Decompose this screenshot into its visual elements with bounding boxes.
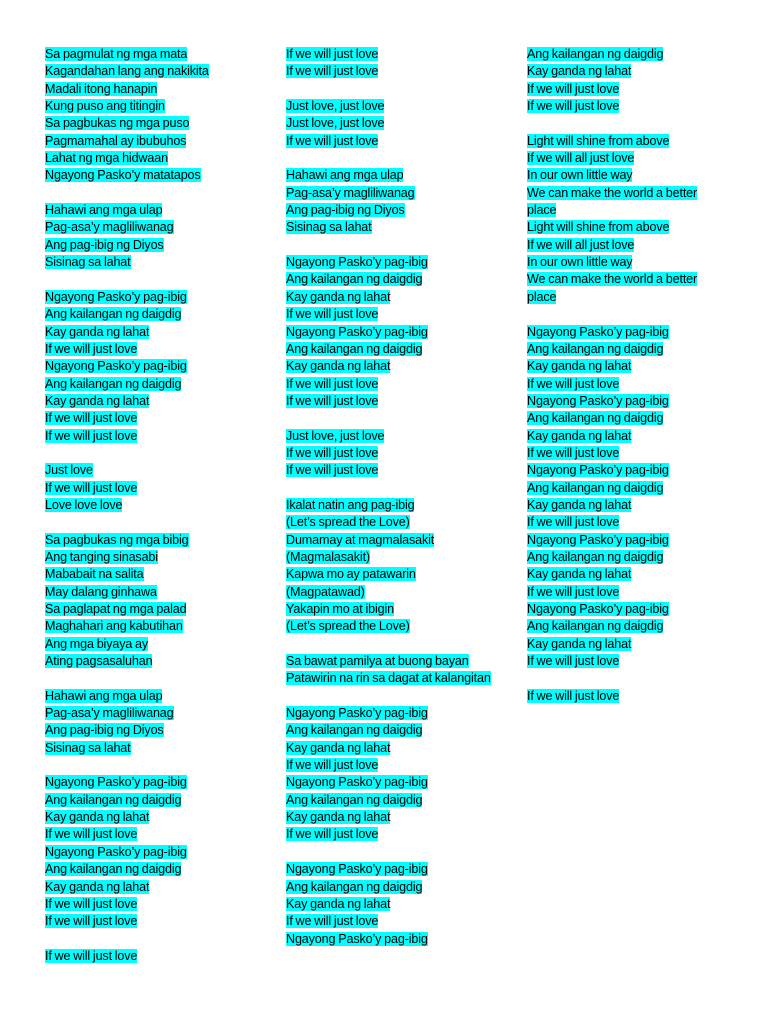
lyric-line: [286, 428, 506, 445]
lyric-text: If we will just love: [527, 99, 620, 114]
lyric-line: [286, 254, 506, 271]
lyric-line: [45, 462, 265, 479]
lyric-text: Ngayong Pasko’y pag-ibig: [45, 775, 187, 790]
lyric-line: [45, 376, 265, 393]
lyric-text: If we will just love: [45, 896, 138, 911]
lyric-line: [286, 757, 506, 774]
lyric-line: [527, 532, 715, 549]
lyric-text: Kay ganda ng lahat: [286, 896, 391, 911]
stanza: [527, 133, 715, 306]
lyric-text: If we will all just love: [527, 237, 635, 252]
lyric-line: [286, 445, 506, 462]
lyric-text: If we will just love: [45, 411, 138, 426]
lyric-text: Patawirin na rin sa dagat at kalangitan: [286, 671, 491, 686]
lyric-line: [286, 931, 506, 948]
lyric-text: Kay ganda ng lahat: [527, 497, 632, 512]
stanza: [286, 653, 506, 688]
lyric-text: If we will just love: [286, 393, 379, 408]
lyric-text: Ngayong Pasko’y pag-ibig: [45, 359, 187, 374]
lyric-line: [45, 844, 265, 861]
lyric-line: [286, 514, 506, 531]
lyric-line: [45, 115, 265, 132]
lyric-text: Just love, just love: [286, 116, 385, 131]
lyric-text: Ang kailangan ng daigdig: [527, 619, 664, 634]
lyric-line: [45, 722, 265, 739]
lyric-line: [45, 584, 265, 601]
lyric-line: [45, 480, 265, 497]
lyric-line: [45, 237, 265, 254]
lyric-text: If we will just love: [527, 654, 620, 669]
lyric-line: [286, 341, 506, 358]
lyric-text: If we will just love: [286, 64, 379, 79]
lyric-line: [45, 549, 265, 566]
lyric-line: [286, 306, 506, 323]
stanza: [45, 532, 265, 671]
lyric-line: [286, 376, 506, 393]
lyric-line: [45, 167, 265, 184]
lyric-text: If we will just love: [45, 428, 138, 443]
lyric-line: [527, 497, 715, 514]
lyric-text: Ang kailangan ng daigdig: [527, 47, 664, 61]
lyric-text: Ngayong Pasko’y pag-ibig: [286, 931, 428, 946]
lyric-line: [286, 861, 506, 878]
lyric-line: [286, 63, 506, 80]
lyric-text: Just love, just love: [286, 99, 385, 114]
lyric-text: Ngayong Pasko’y pag-ibig: [45, 844, 187, 859]
lyric-line: [527, 393, 715, 410]
lyric-line: [286, 653, 506, 670]
lyric-line: [286, 566, 506, 583]
lyric-text: Ngayong Pasko’y pag-ibig: [45, 289, 187, 304]
lyric-text: Ang kailangan ng daigdig: [286, 272, 423, 287]
lyric-line: [286, 115, 506, 132]
lyric-line: [286, 532, 506, 549]
lyric-text: Ang kailangan ng daigdig: [45, 792, 182, 807]
lyric-text: Ang kailangan ng daigdig: [286, 341, 423, 356]
lyric-line: [527, 133, 715, 150]
lyric-line: [45, 410, 265, 427]
lyric-text: Ngayong Pasko’y pag-ibig: [527, 463, 669, 478]
lyric-line: [45, 98, 265, 115]
lyric-line: [45, 879, 265, 896]
lyric-line: [45, 219, 265, 236]
lyric-line: [527, 410, 715, 427]
stanza: [286, 254, 506, 410]
lyric-text: If we will just love: [45, 948, 138, 963]
lyric-line: [286, 497, 506, 514]
lyric-line: [45, 341, 265, 358]
stanza: [286, 861, 506, 948]
lyric-text: Lahat ng mga hidwaan: [45, 151, 168, 166]
lyric-line: [527, 150, 715, 167]
lyric-text: Ang tanging sinasabi: [45, 549, 158, 564]
lyric-line: [286, 601, 506, 618]
lyric-text: Ang mga biyaya ay: [45, 636, 149, 651]
lyric-line: [286, 462, 506, 479]
lyric-text: Kay ganda ng lahat: [527, 567, 632, 582]
lyric-text: Ngayong Pasko’y pag-ibig: [286, 324, 428, 339]
lyric-text: Pag-asa’y magliliwanag: [45, 706, 174, 721]
lyric-line: [527, 549, 715, 566]
lyric-text: Pag-asa’y magliliwanag: [286, 185, 415, 200]
lyric-line: [286, 826, 506, 843]
lyric-line: [527, 98, 715, 115]
lyric-text: Ang kailangan ng daigdig: [286, 792, 423, 807]
lyric-line: [286, 618, 506, 635]
lyric-line: [45, 601, 265, 618]
stanza: [286, 428, 506, 480]
lyric-text: Ngayong Pasko’y pag-ibig: [527, 324, 669, 339]
lyric-line: [527, 81, 715, 98]
lyric-text: Sa pagbukas ng mga bibig: [45, 532, 189, 547]
lyric-text: If we will just love: [286, 376, 379, 391]
lyric-line: [527, 219, 715, 236]
lyric-line: [286, 167, 506, 184]
lyric-text: Kay ganda ng lahat: [45, 810, 150, 825]
lyric-text: If we will just love: [527, 445, 620, 460]
lyric-text: Ngayong Pasko’y pag-ibig: [527, 602, 669, 616]
lyric-text: Ngayong Pasko’y pag-ibig: [527, 393, 669, 408]
lyric-text: Sisinag sa lahat: [45, 255, 131, 270]
lyric-text: We can make the world a better place: [527, 272, 698, 304]
stanza: [527, 688, 715, 705]
lyric-text: Kay ganda ng lahat: [45, 324, 150, 339]
stanza: [45, 46, 265, 185]
lyric-text: Ang pag-ibig ng Diyos: [286, 203, 405, 218]
lyric-text: Kay ganda ng lahat: [286, 289, 391, 304]
lyric-line: [286, 896, 506, 913]
lyric-text: If we will just love: [45, 914, 138, 929]
lyric-line: [45, 705, 265, 722]
lyric-text: (Let’s spread the Love): [286, 619, 410, 634]
lyric-text: Dumamay at magmalasakit: [286, 532, 435, 547]
lyric-line: [45, 896, 265, 913]
stanza: [286, 46, 506, 81]
lyric-line: [45, 948, 265, 965]
lyric-text: If we will just love: [527, 515, 620, 530]
lyric-line: [45, 809, 265, 826]
lyric-text: Yakapin mo at ibigin: [286, 602, 394, 616]
lyric-line: [45, 46, 265, 63]
lyric-text: Ang kailangan ng daigdig: [286, 723, 423, 738]
lyric-line: [286, 913, 506, 930]
lyric-line: [45, 653, 265, 670]
lyric-line: [527, 584, 715, 601]
lyric-text: Kay ganda ng lahat: [527, 428, 632, 443]
lyric-text: If we will just love: [45, 480, 138, 495]
lyric-line: [527, 376, 715, 393]
lyric-text: If we will just love: [527, 81, 620, 96]
lyric-line: [286, 98, 506, 115]
lyric-line: [527, 462, 715, 479]
lyric-line: [45, 289, 265, 306]
lyric-text: Ngayong Pasko’y pag-ibig: [286, 862, 428, 877]
lyric-line: [286, 809, 506, 826]
stanza: [286, 705, 506, 844]
lyric-text: Kapwa mo ay patawarin: [286, 567, 416, 582]
stanza: [286, 98, 506, 150]
lyric-text: If we will just love: [286, 827, 379, 842]
lyric-line: [45, 497, 265, 514]
lyric-text: (Magmalasakit): [286, 549, 370, 564]
lyric-line: [45, 792, 265, 809]
lyric-line: [45, 202, 265, 219]
lyric-text: Mababait na salita: [45, 567, 144, 582]
lyric-line: [45, 913, 265, 930]
lyric-line: [286, 774, 506, 791]
lyric-text: If we will just love: [286, 133, 379, 148]
lyric-line: [286, 670, 506, 687]
lyrics-column-2: [286, 46, 506, 965]
lyric-text: Hahawi ang mga ulap: [45, 688, 163, 703]
lyric-text: Pagmamahal ay ibubuhos: [45, 133, 187, 148]
lyric-line: [45, 688, 265, 705]
lyric-text: Kay ganda ng lahat: [527, 64, 632, 79]
lyric-line: [286, 324, 506, 341]
lyric-text: Ang kailangan ng daigdig: [527, 480, 664, 495]
lyric-line: [45, 532, 265, 549]
lyric-line: [527, 63, 715, 80]
lyric-text: (Magpatawad): [286, 584, 365, 599]
lyric-line: [45, 774, 265, 791]
lyric-line: [45, 150, 265, 167]
stanza: [45, 774, 265, 930]
lyric-text: Light will shine from above: [527, 133, 670, 148]
lyric-text: Ang kailangan ng daigdig: [286, 879, 423, 894]
lyric-text: Kay ganda ng lahat: [286, 359, 391, 374]
lyric-text: If we will just love: [286, 307, 379, 322]
lyric-text: If we will just love: [286, 445, 379, 460]
lyric-text: If we will just love: [45, 827, 138, 842]
lyric-text: Ang kailangan ng daigdig: [45, 307, 182, 322]
lyric-line: [527, 341, 715, 358]
lyric-text: Ang kailangan ng daigdig: [45, 862, 182, 877]
lyric-line: [286, 185, 506, 202]
lyric-text: Ngayong Pasko’y pag-ibig: [286, 706, 428, 721]
lyrics-column-3: [527, 46, 715, 722]
lyric-text: Ngayong Pasko’y pag-ibig: [286, 775, 428, 790]
lyric-line: [45, 826, 265, 843]
lyric-line: [45, 324, 265, 341]
lyric-line: [286, 271, 506, 288]
stanza: [45, 688, 265, 757]
lyric-line: [286, 879, 506, 896]
lyric-text: Ang kailangan ng daigdig: [527, 549, 664, 564]
lyric-text: If we will just love: [45, 341, 138, 356]
lyric-text: Just love: [45, 463, 93, 478]
lyric-text: Just love, just love: [286, 428, 385, 443]
lyric-line: [527, 428, 715, 445]
lyric-text: If we will just love: [286, 914, 379, 929]
lyric-text: We can make the world a better place: [527, 185, 698, 218]
lyric-line: [45, 81, 265, 98]
lyric-line: [527, 566, 715, 583]
lyric-text: Sa bawat pamilya at buong bayan: [286, 654, 469, 669]
lyric-text: Ngayong Pasko’y pag-ibig: [527, 532, 669, 547]
lyric-text: In our own little way: [527, 168, 633, 183]
lyric-line: [45, 618, 265, 635]
lyric-line: [527, 601, 715, 618]
stanza: [527, 46, 715, 115]
stanza: [527, 324, 715, 671]
lyric-line: [286, 705, 506, 722]
lyric-text: If we will just love: [286, 758, 379, 773]
lyric-text: Kung puso ang titingin: [45, 99, 165, 114]
lyric-text: Hahawi ang mga ulap: [286, 168, 404, 183]
lyric-text: Kay ganda ng lahat: [45, 879, 150, 894]
lyric-text: Ang kailangan ng daigdig: [45, 376, 182, 391]
lyric-line: [45, 306, 265, 323]
lyric-text: Kagandahan lang ang nakikita: [45, 64, 209, 79]
lyric-line: [286, 393, 506, 410]
lyric-text: If we will just love: [286, 463, 379, 478]
lyric-line: [286, 46, 506, 63]
stanza: [45, 462, 265, 514]
lyric-text: Sisinag sa lahat: [45, 740, 131, 755]
lyric-line: [286, 722, 506, 739]
lyric-text: If we will all just love: [527, 151, 635, 166]
lyric-line: [527, 167, 715, 184]
lyric-line: [527, 480, 715, 497]
lyric-text: Ang kailangan ng daigdig: [527, 341, 664, 356]
lyric-line: [286, 202, 506, 219]
lyric-text: In our own little way: [527, 255, 633, 270]
lyric-line: [527, 358, 715, 375]
lyric-text: Pag-asa’y magliliwanag: [45, 220, 174, 235]
lyric-text: Kay ganda ng lahat: [527, 636, 632, 651]
lyric-text: Ngayong Pasko’y matatapos: [45, 168, 201, 183]
lyric-text: Sisinag sa lahat: [286, 220, 372, 235]
lyric-text: Kay ganda ng lahat: [527, 359, 632, 374]
lyric-text: Ating pagsasaluhan: [45, 654, 153, 669]
lyric-line: [286, 549, 506, 566]
lyric-line: [527, 653, 715, 670]
lyric-line: [286, 584, 506, 601]
lyric-text: Ang pag-ibig ng Diyos: [45, 237, 164, 252]
lyric-line: [527, 254, 715, 271]
lyric-line: [286, 289, 506, 306]
lyric-text: If we will just love: [286, 47, 379, 61]
lyric-line: [286, 358, 506, 375]
stanza: [286, 167, 506, 236]
lyrics-column-1: [45, 46, 265, 983]
stanza: [45, 202, 265, 271]
stanza: [286, 497, 506, 636]
lyric-line: [527, 271, 715, 306]
lyric-line: [527, 514, 715, 531]
lyric-text: Ikalat natin ang pag-ibig: [286, 497, 415, 512]
lyric-text: Ang pag-ibig ng Diyos: [45, 723, 164, 738]
lyric-line: [45, 393, 265, 410]
lyric-text: Kay ganda ng lahat: [286, 740, 391, 755]
lyric-line: [527, 324, 715, 341]
lyric-line: [45, 740, 265, 757]
lyric-text: May dalang ginhawa: [45, 584, 157, 599]
lyric-text: Sa paglapat ng mga palad: [45, 602, 187, 616]
lyric-line: [45, 566, 265, 583]
lyric-text: Ang kailangan ng daigdig: [527, 411, 664, 426]
lyric-text: Sa pagbukas ng mga puso: [45, 116, 190, 131]
lyric-text: Hahawi ang mga ulap: [45, 203, 163, 218]
lyric-line: [286, 740, 506, 757]
stanza: [45, 289, 265, 445]
lyric-line: [527, 445, 715, 462]
lyric-line: [45, 133, 265, 150]
lyric-line: [45, 861, 265, 878]
lyric-line: [286, 133, 506, 150]
lyric-line: [527, 185, 715, 220]
lyric-text: If we will just love: [527, 688, 620, 703]
lyric-text: (Let’s spread the Love): [286, 515, 410, 530]
lyric-text: Light will shine from above: [527, 220, 670, 235]
lyric-line: [286, 792, 506, 809]
lyric-line: [45, 254, 265, 271]
lyric-text: Kay ganda ng lahat: [45, 393, 150, 408]
lyric-text: If we will just love: [527, 584, 620, 599]
lyric-text: Ngayong Pasko’y pag-ibig: [286, 255, 428, 270]
lyric-text: Maghahari ang kabutihan: [45, 619, 183, 634]
lyric-line: [45, 63, 265, 80]
lyric-text: Love love love: [45, 497, 123, 512]
lyric-line: [527, 618, 715, 635]
lyric-line: [527, 237, 715, 254]
lyric-line: [286, 219, 506, 236]
lyric-line: [45, 636, 265, 653]
lyric-text: Sa pagmulat ng mga mata: [45, 47, 188, 61]
lyric-line: [527, 46, 715, 63]
lyric-line: [527, 636, 715, 653]
stanza: [45, 948, 265, 965]
lyric-text: Kay ganda ng lahat: [286, 810, 391, 825]
lyric-line: [527, 688, 715, 705]
lyric-line: [45, 428, 265, 445]
lyric-text: If we will just love: [527, 376, 620, 391]
lyric-text: Madali itong hanapin: [45, 81, 158, 96]
lyric-line: [45, 358, 265, 375]
